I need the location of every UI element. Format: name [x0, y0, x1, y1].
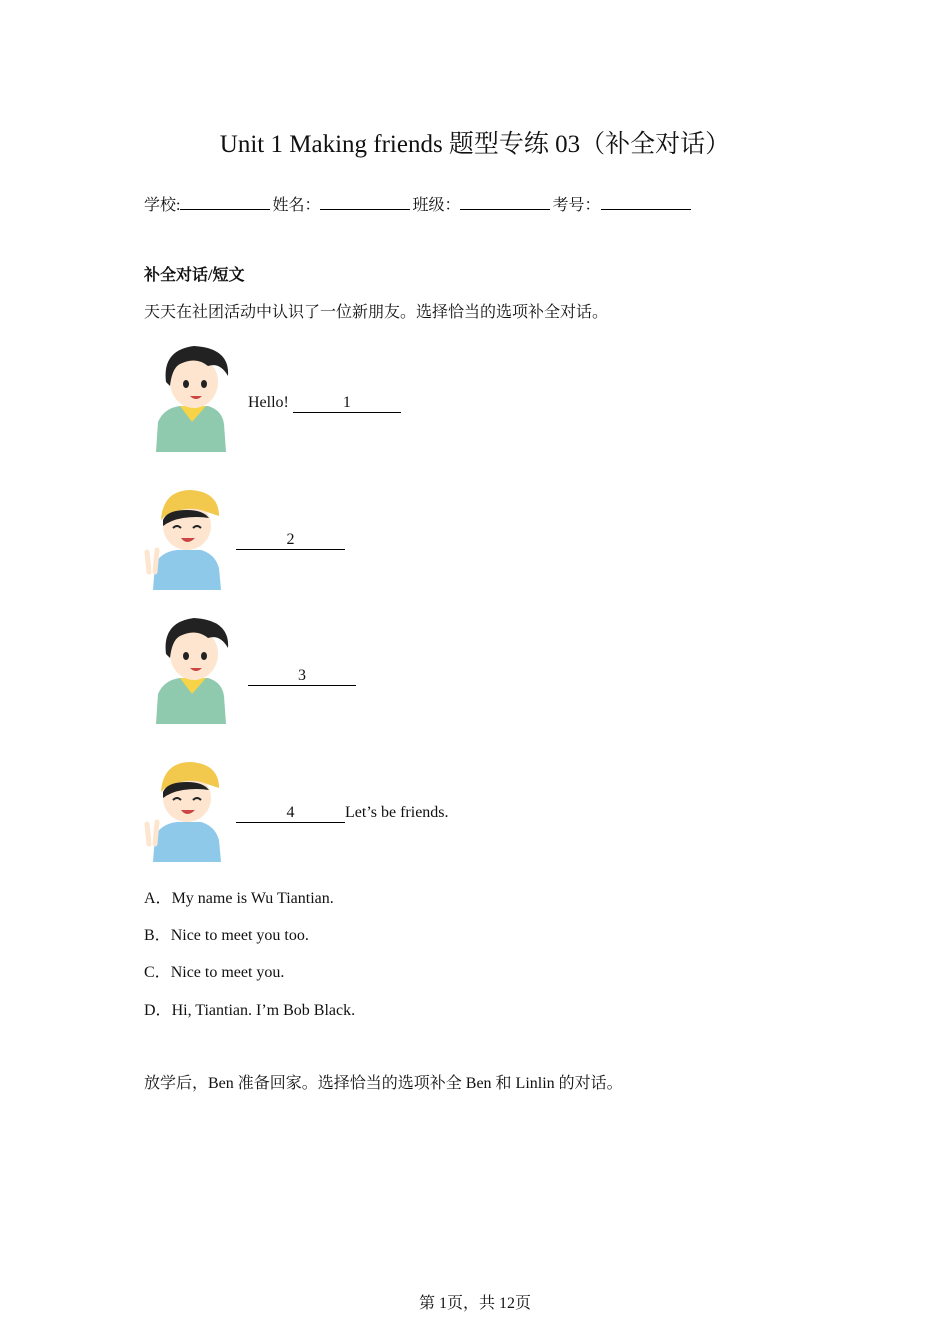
answer-blank-3: 3 [248, 667, 356, 686]
option-a [144, 885, 334, 908]
option-text: Nice to meet you too. [170, 927, 309, 944]
dialogue-suffix: Let’s be friends. [345, 804, 449, 821]
option-letter: C． [144, 964, 171, 981]
name-label: 姓名： [272, 197, 321, 214]
dialogue-prefix: Hello! [248, 394, 293, 411]
option-text: Nice to meet you. [170, 964, 285, 981]
answer-blank-1: 1 [293, 394, 401, 413]
dialogue-line-1 [248, 394, 401, 413]
answer-blank-4: 4 [236, 804, 345, 823]
name-blank [320, 195, 410, 210]
option-b [144, 922, 309, 945]
option-d [144, 997, 355, 1020]
tiantian-avatar [150, 342, 234, 452]
school-label: 学校: [144, 197, 181, 214]
student-info-line [144, 192, 693, 215]
exam-no-label: 考号： [552, 197, 601, 214]
page-footer: 第 1页，共 12页 [418, 1295, 531, 1312]
option-letter: B． [144, 927, 171, 944]
class-blank [460, 195, 550, 210]
section-heading: 补全对话/短文 [144, 267, 245, 284]
tiantian-avatar [150, 614, 234, 724]
passage1-instruction: 天天在社团活动中认识了一位新朋友。选择恰当的选项补全对话。 [144, 304, 609, 321]
option-letter: A． [144, 890, 172, 907]
option-c [144, 959, 284, 982]
dialogue-line-2 [236, 531, 345, 550]
answer-blank-2: 2 [236, 531, 345, 550]
passage2-instruction: 放学后，Ben 准备回家。选择恰当的选项补全 Ben 和 Linlin 的对话。 [144, 1075, 623, 1092]
page-title: Unit 1 Making friends 题型专练 03（补全对话） [219, 131, 731, 158]
bob-avatar [143, 486, 225, 590]
option-text: My name is Wu Tiantian. [171, 890, 334, 907]
exam-no-blank [601, 195, 691, 210]
school-blank [180, 195, 270, 210]
bob-avatar [143, 758, 225, 862]
dialogue-line-4 [236, 804, 449, 823]
option-letter: D． [144, 1002, 172, 1019]
class-label: 班级： [412, 197, 461, 214]
option-text: Hi, Tiantian. I’m Bob Black. [171, 1002, 356, 1019]
dialogue-line-3 [248, 667, 356, 686]
